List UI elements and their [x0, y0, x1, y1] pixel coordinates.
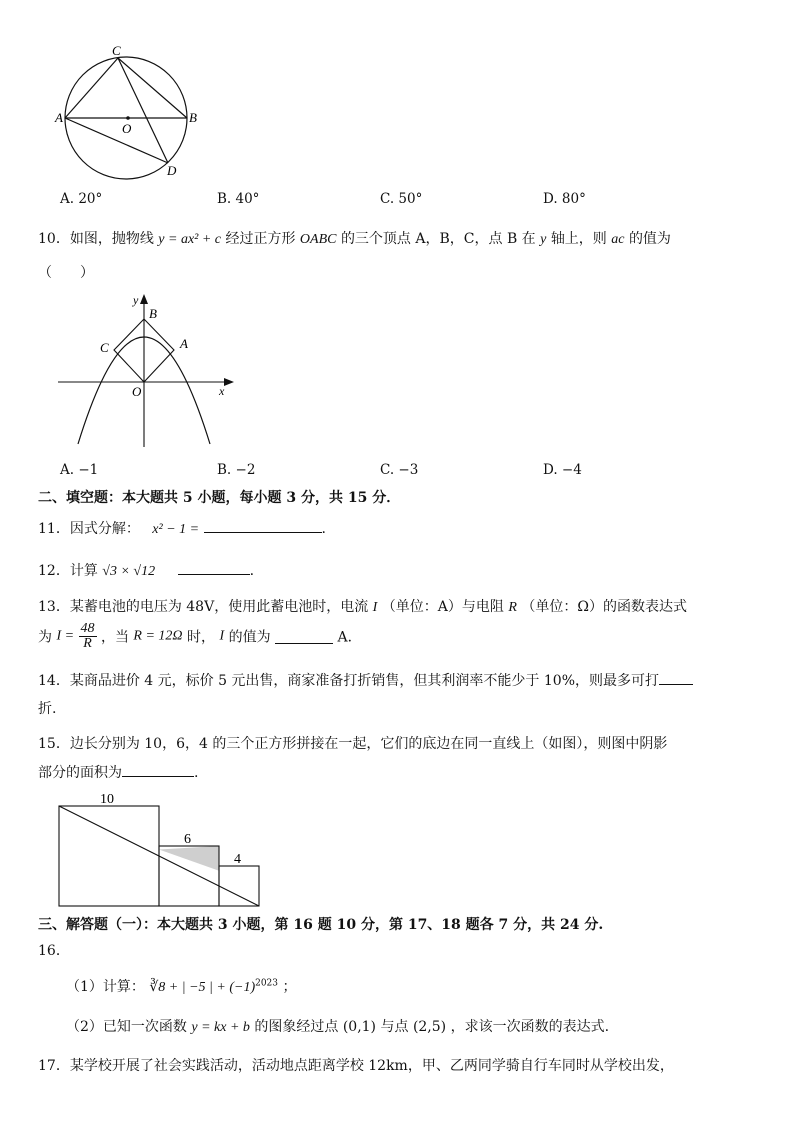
- q9-option-b: B. 40°: [217, 191, 260, 207]
- question-10-stem: 10．如图，抛物线 y = ax² + c 经过正方形 OABC 的三个顶点 A，B，C，点 B 在 y 轴上，则 ac 的值为: [38, 231, 671, 247]
- q10-option-d: D. −4: [543, 462, 582, 478]
- answer-blank[interactable]: [275, 629, 333, 644]
- label-c: C: [112, 43, 121, 58]
- label-d: D: [167, 163, 177, 178]
- q10-option-a: A. −1: [60, 462, 99, 478]
- section-3-title: 三、解答题（一）：本大题共 3 小题，第 16 题 10 分，第 17、18 题各 7 分，共 24 分.: [38, 917, 604, 933]
- answer-blank[interactable]: [178, 560, 250, 575]
- label-o: O: [132, 384, 142, 399]
- section-2-title: 二、填空题：本大题共 5 小题，每小题 3 分，共 15 分．: [38, 490, 401, 506]
- fraction-48-over-r: $\frac{48}{R}$: [80, 621, 95, 651]
- label-10: 10: [100, 792, 114, 807]
- label-a: A: [180, 336, 188, 351]
- label-x: x: [219, 384, 225, 398]
- label-y: y: [133, 293, 139, 307]
- label-6: 6: [184, 832, 191, 847]
- parabola-figure: [56, 292, 246, 452]
- label-b: B: [149, 306, 157, 321]
- q9-option-d: D. 80°: [543, 191, 586, 207]
- answer-blank[interactable]: [204, 518, 322, 533]
- question-16-number: 16．: [38, 943, 70, 959]
- label-c: C: [100, 340, 109, 355]
- q9-option-c: C. 50°: [380, 191, 423, 207]
- question-10-answer-paren: （ ）: [38, 265, 94, 281]
- question-14-line-1: 14．某商品进价 4 元，标价 5 元出售，商家准备打折销售，但其利润率不能少于 10%，则最多可打: [38, 670, 693, 690]
- question-15-line-1: 15．边长分别为 10，6，4 的三个正方形拼接在一起，它们的底边在同一直线上（如图），则图中阴影: [38, 736, 668, 752]
- circle-figure: [55, 42, 208, 182]
- answer-blank[interactable]: [122, 762, 194, 777]
- label-o: O: [122, 121, 132, 136]
- label-a: A: [55, 110, 63, 125]
- q10-option-c: C. −3: [380, 462, 419, 478]
- question-16-part-2: （2）已知一次函数 y = kx + b 的图象经过点 (0,1) 与点 (2,5) ，求该一次函数的表达式.: [66, 1019, 610, 1035]
- squares-figure: [56, 788, 266, 910]
- question-13-line-2: 为 I = $\frac{48}{R}$ ，当 R = 12Ω 时， I 的值为 A．: [38, 621, 362, 651]
- question-15-line-2: 部分的面积为 .: [38, 762, 198, 782]
- question-11: 11．因式分解： x² − 1 = .: [38, 518, 326, 538]
- question-16-part-1: （1）计算： ∛8 + | −5 | + $(-1)^{2023}$ ；: [66, 978, 297, 995]
- q10-option-b: B. −2: [217, 462, 256, 478]
- label-4: 4: [234, 852, 241, 867]
- answer-blank[interactable]: [659, 670, 693, 685]
- question-12: 12．计算 √3 × √12 .: [38, 560, 254, 580]
- label-b: B: [189, 110, 197, 125]
- question-17-line-1: 17．某学校开展了社会实践活动，活动地点距离学校 12km，甲、乙两同学骑自行车同时从学校出发，: [38, 1058, 674, 1074]
- question-14-line-2: 折.: [38, 701, 57, 717]
- q9-option-a: A. 20°: [60, 191, 103, 207]
- question-13-line-1: 13．某蓄电池的电压为 48V，使用此蓄电池时，电流 I （单位：A）与电阻 R （单位：Ω）的函数表达式: [38, 599, 687, 615]
